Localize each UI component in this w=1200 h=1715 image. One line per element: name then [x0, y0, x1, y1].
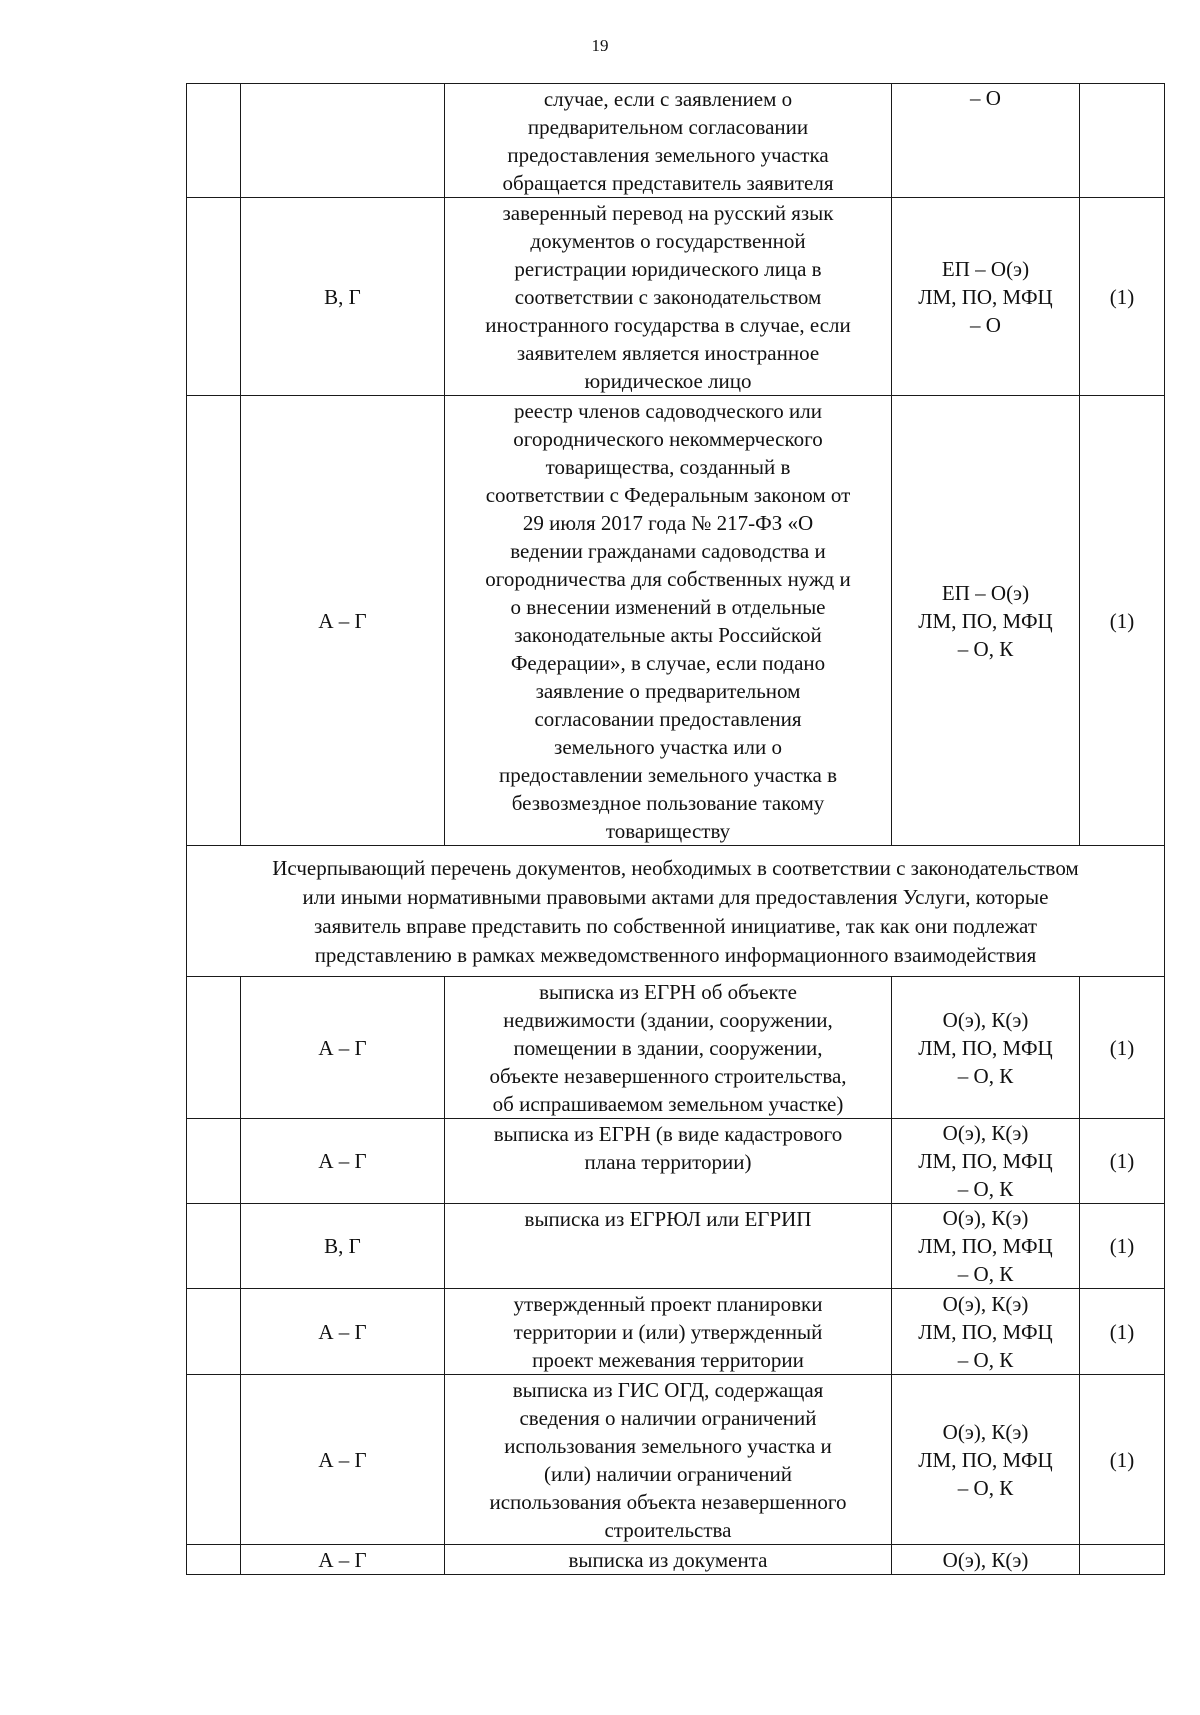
document-description-cell — [445, 1119, 892, 1204]
submission-method-cell — [892, 1204, 1080, 1289]
table-row — [187, 1375, 1165, 1545]
description-line: об испрашиваемом земельном участке) — [492, 1092, 844, 1116]
method-line: ЕП – О(э) — [941, 580, 1030, 605]
table-row — [187, 84, 1165, 198]
description-line: реестр членов садоводческого или — [513, 399, 823, 423]
method-line: ЛМ, ПО, МФЦ — [918, 284, 1053, 309]
description-line: огородничества для собственных нужд и — [485, 567, 851, 591]
section-header-row — [187, 846, 1165, 977]
submission-method-cell — [892, 198, 1080, 396]
applicant-category-cell: А – Г — [241, 1545, 445, 1575]
method-line: ЕП – О(э) — [941, 256, 1030, 281]
submission-method-cell — [892, 1545, 1080, 1575]
row-number-cell — [187, 977, 241, 1119]
description-line: товарищества, созданный в — [545, 455, 791, 479]
description-line: соответствии с законодательством — [514, 285, 822, 309]
submission-method-cell — [892, 1119, 1080, 1204]
description-line: сведения о наличии ограничений — [519, 1406, 817, 1430]
table-row — [187, 977, 1165, 1119]
description-line: безвозмездное пользование такому — [511, 791, 825, 815]
submission-method-cell — [892, 977, 1080, 1119]
note-cell — [1080, 1545, 1165, 1575]
document-description-cell — [445, 977, 892, 1119]
row-number-cell — [187, 1375, 241, 1545]
description-line: заверенный перевод на русский язык — [502, 201, 834, 225]
method-line: – О, К — [957, 1063, 1014, 1088]
submission-method-cell — [892, 396, 1080, 846]
method-line: О(э), К(э) — [942, 1121, 1029, 1145]
description-line: недвижимости (здании, сооружении, — [503, 1008, 833, 1032]
note-cell: (1) — [1080, 977, 1165, 1119]
row-number-cell — [187, 1119, 241, 1204]
method-line: ЛМ, ПО, МФЦ — [918, 1447, 1053, 1472]
description-line: выписка из ЕГРН (в виде кадастрового — [493, 1122, 843, 1146]
description-line: использования объекта незавершенного — [489, 1490, 847, 1514]
method-line: О(э), К(э) — [942, 1547, 1029, 1572]
submission-method-cell — [892, 1289, 1080, 1375]
section-header-line: Исчерпывающий перечень документов, необходимых в соответствии с законодательством — [272, 856, 1079, 880]
method-line: – О, К — [957, 1177, 1014, 1201]
description-line: случае, если с заявлением о — [543, 87, 793, 111]
method-line: – О, К — [957, 1347, 1014, 1372]
description-line: Федерации», в случае, если подано — [510, 651, 826, 675]
submission-method-cell — [892, 1375, 1080, 1545]
document-description-cell — [445, 198, 892, 396]
method-line: – О — [970, 312, 1001, 337]
description-line: соответствии с Федеральным законом от — [485, 483, 851, 507]
method-line: ЛМ, ПО, МФЦ — [918, 1319, 1053, 1344]
page-number: 19 — [591, 36, 609, 55]
section-header-line: заявитель вправе представить по собственной инициативе, так как они подлежат — [313, 914, 1037, 938]
description-line: предоставлении земельного участка в — [498, 763, 838, 787]
row-number-cell — [187, 84, 241, 198]
section-header-body — [187, 846, 1165, 977]
applicant-category-cell: А – Г — [241, 1119, 445, 1204]
description-line: выписка из документа — [568, 1548, 768, 1572]
row-number-cell — [187, 1204, 241, 1289]
row-number-cell — [187, 1545, 241, 1575]
applicant-category-cell — [241, 84, 445, 198]
description-line: утвержденный проект планировки — [513, 1292, 823, 1316]
description-line: регистрации юридического лица в — [514, 257, 822, 281]
section-header — [187, 846, 1165, 977]
document-description-cell — [445, 396, 892, 846]
description-line: объекте незавершенного строительства, — [489, 1064, 847, 1088]
document-description-cell — [445, 1545, 892, 1575]
document-description-cell — [445, 1375, 892, 1545]
note-cell: (1) — [1080, 1204, 1165, 1289]
applicant-category-cell: В, Г — [241, 198, 445, 396]
note-cell: (1) — [1080, 198, 1165, 396]
description-line: огороднического некоммерческого — [513, 427, 823, 451]
description-line: ведении гражданами садоводства и — [510, 539, 826, 563]
method-line: – О — [970, 86, 1001, 110]
method-line: О(э), К(э) — [942, 1206, 1029, 1230]
method-line: О(э), К(э) — [942, 1007, 1029, 1032]
description-line: предварительном согласовании — [527, 115, 809, 139]
note-cell: (1) — [1080, 1289, 1165, 1375]
document-description-cell — [445, 1289, 892, 1375]
applicant-category-cell: А – Г — [241, 1375, 445, 1545]
table-row — [187, 1119, 1165, 1204]
description-line: (или) наличии ограничений — [544, 1462, 792, 1486]
table-body-top — [187, 84, 1165, 846]
description-line: обращается представитель заявителя — [502, 171, 834, 195]
section-header-line: представлению в рамках межведомственного информационного взаимодействия — [314, 943, 1037, 967]
description-line: 29 июля 2017 года № 217-ФЗ «О — [522, 511, 814, 535]
description-line: товариществу — [605, 819, 731, 843]
table-row — [187, 1545, 1165, 1575]
row-number-cell — [187, 396, 241, 846]
table-row — [187, 1289, 1165, 1375]
method-line: – О, К — [957, 1475, 1014, 1500]
description-line: территории и (или) утвержденный — [513, 1320, 823, 1344]
description-line: согласовании предоставления — [534, 707, 802, 731]
applicant-category-cell: А – Г — [241, 1289, 445, 1375]
note-cell: (1) — [1080, 1375, 1165, 1545]
description-line: о внесении изменений в отдельные — [510, 595, 826, 619]
document-description-cell — [445, 84, 892, 198]
description-line: документов о государственной — [530, 229, 806, 253]
document-description-cell — [445, 1204, 892, 1289]
applicant-category-cell: В, Г — [241, 1204, 445, 1289]
row-number-cell — [187, 1289, 241, 1375]
method-line: ЛМ, ПО, МФЦ — [918, 1035, 1053, 1060]
applicant-category-cell: А – Г — [241, 396, 445, 846]
description-line: выписка из ЕГРН об объекте — [539, 980, 797, 1004]
description-line: юридическое лицо — [584, 369, 752, 393]
method-line: – О, К — [957, 636, 1014, 661]
section-header-line: или иными нормативными правовыми актами для предоставления Услуги, которые — [302, 885, 1049, 909]
documents-table — [186, 83, 1165, 1575]
description-line: помещении в здании, сооружении, — [513, 1036, 823, 1060]
method-line: ЛМ, ПО, МФЦ — [918, 608, 1053, 633]
method-line: – О, К — [957, 1262, 1014, 1286]
description-line: проект межевания территории — [532, 1348, 804, 1372]
submission-method-cell — [892, 84, 1080, 198]
note-cell: (1) — [1080, 396, 1165, 846]
method-line: ЛМ, ПО, МФЦ — [918, 1234, 1053, 1258]
method-line: О(э), К(э) — [942, 1419, 1029, 1444]
note-cell: (1) — [1080, 1119, 1165, 1204]
method-line: ЛМ, ПО, МФЦ — [918, 1149, 1053, 1173]
table-row — [187, 396, 1165, 846]
description-line: законодательные акты Российской — [514, 623, 822, 647]
description-line: строительства — [604, 1518, 732, 1542]
description-line: выписка из ЕГРЮЛ или ЕГРИП — [524, 1207, 812, 1231]
description-line: иностранного государства в случае, если — [485, 313, 851, 337]
description-line: заявителем является иностранное — [516, 341, 820, 365]
applicant-category-cell: А – Г — [241, 977, 445, 1119]
description-line: заявление о предварительном — [535, 679, 801, 703]
table-row — [187, 198, 1165, 396]
method-line: О(э), К(э) — [942, 1291, 1029, 1316]
description-line: предоставления земельного участка — [507, 143, 829, 167]
table-row — [187, 1204, 1165, 1289]
description-line: выписка из ГИС ОГД, содержащая — [512, 1378, 824, 1402]
row-number-cell — [187, 198, 241, 396]
note-cell — [1080, 84, 1165, 198]
description-line: использования земельного участка и — [504, 1434, 832, 1458]
table-body-bottom — [187, 977, 1165, 1575]
description-line: земельного участка или о — [554, 735, 782, 759]
description-line: плана территории) — [584, 1150, 752, 1174]
